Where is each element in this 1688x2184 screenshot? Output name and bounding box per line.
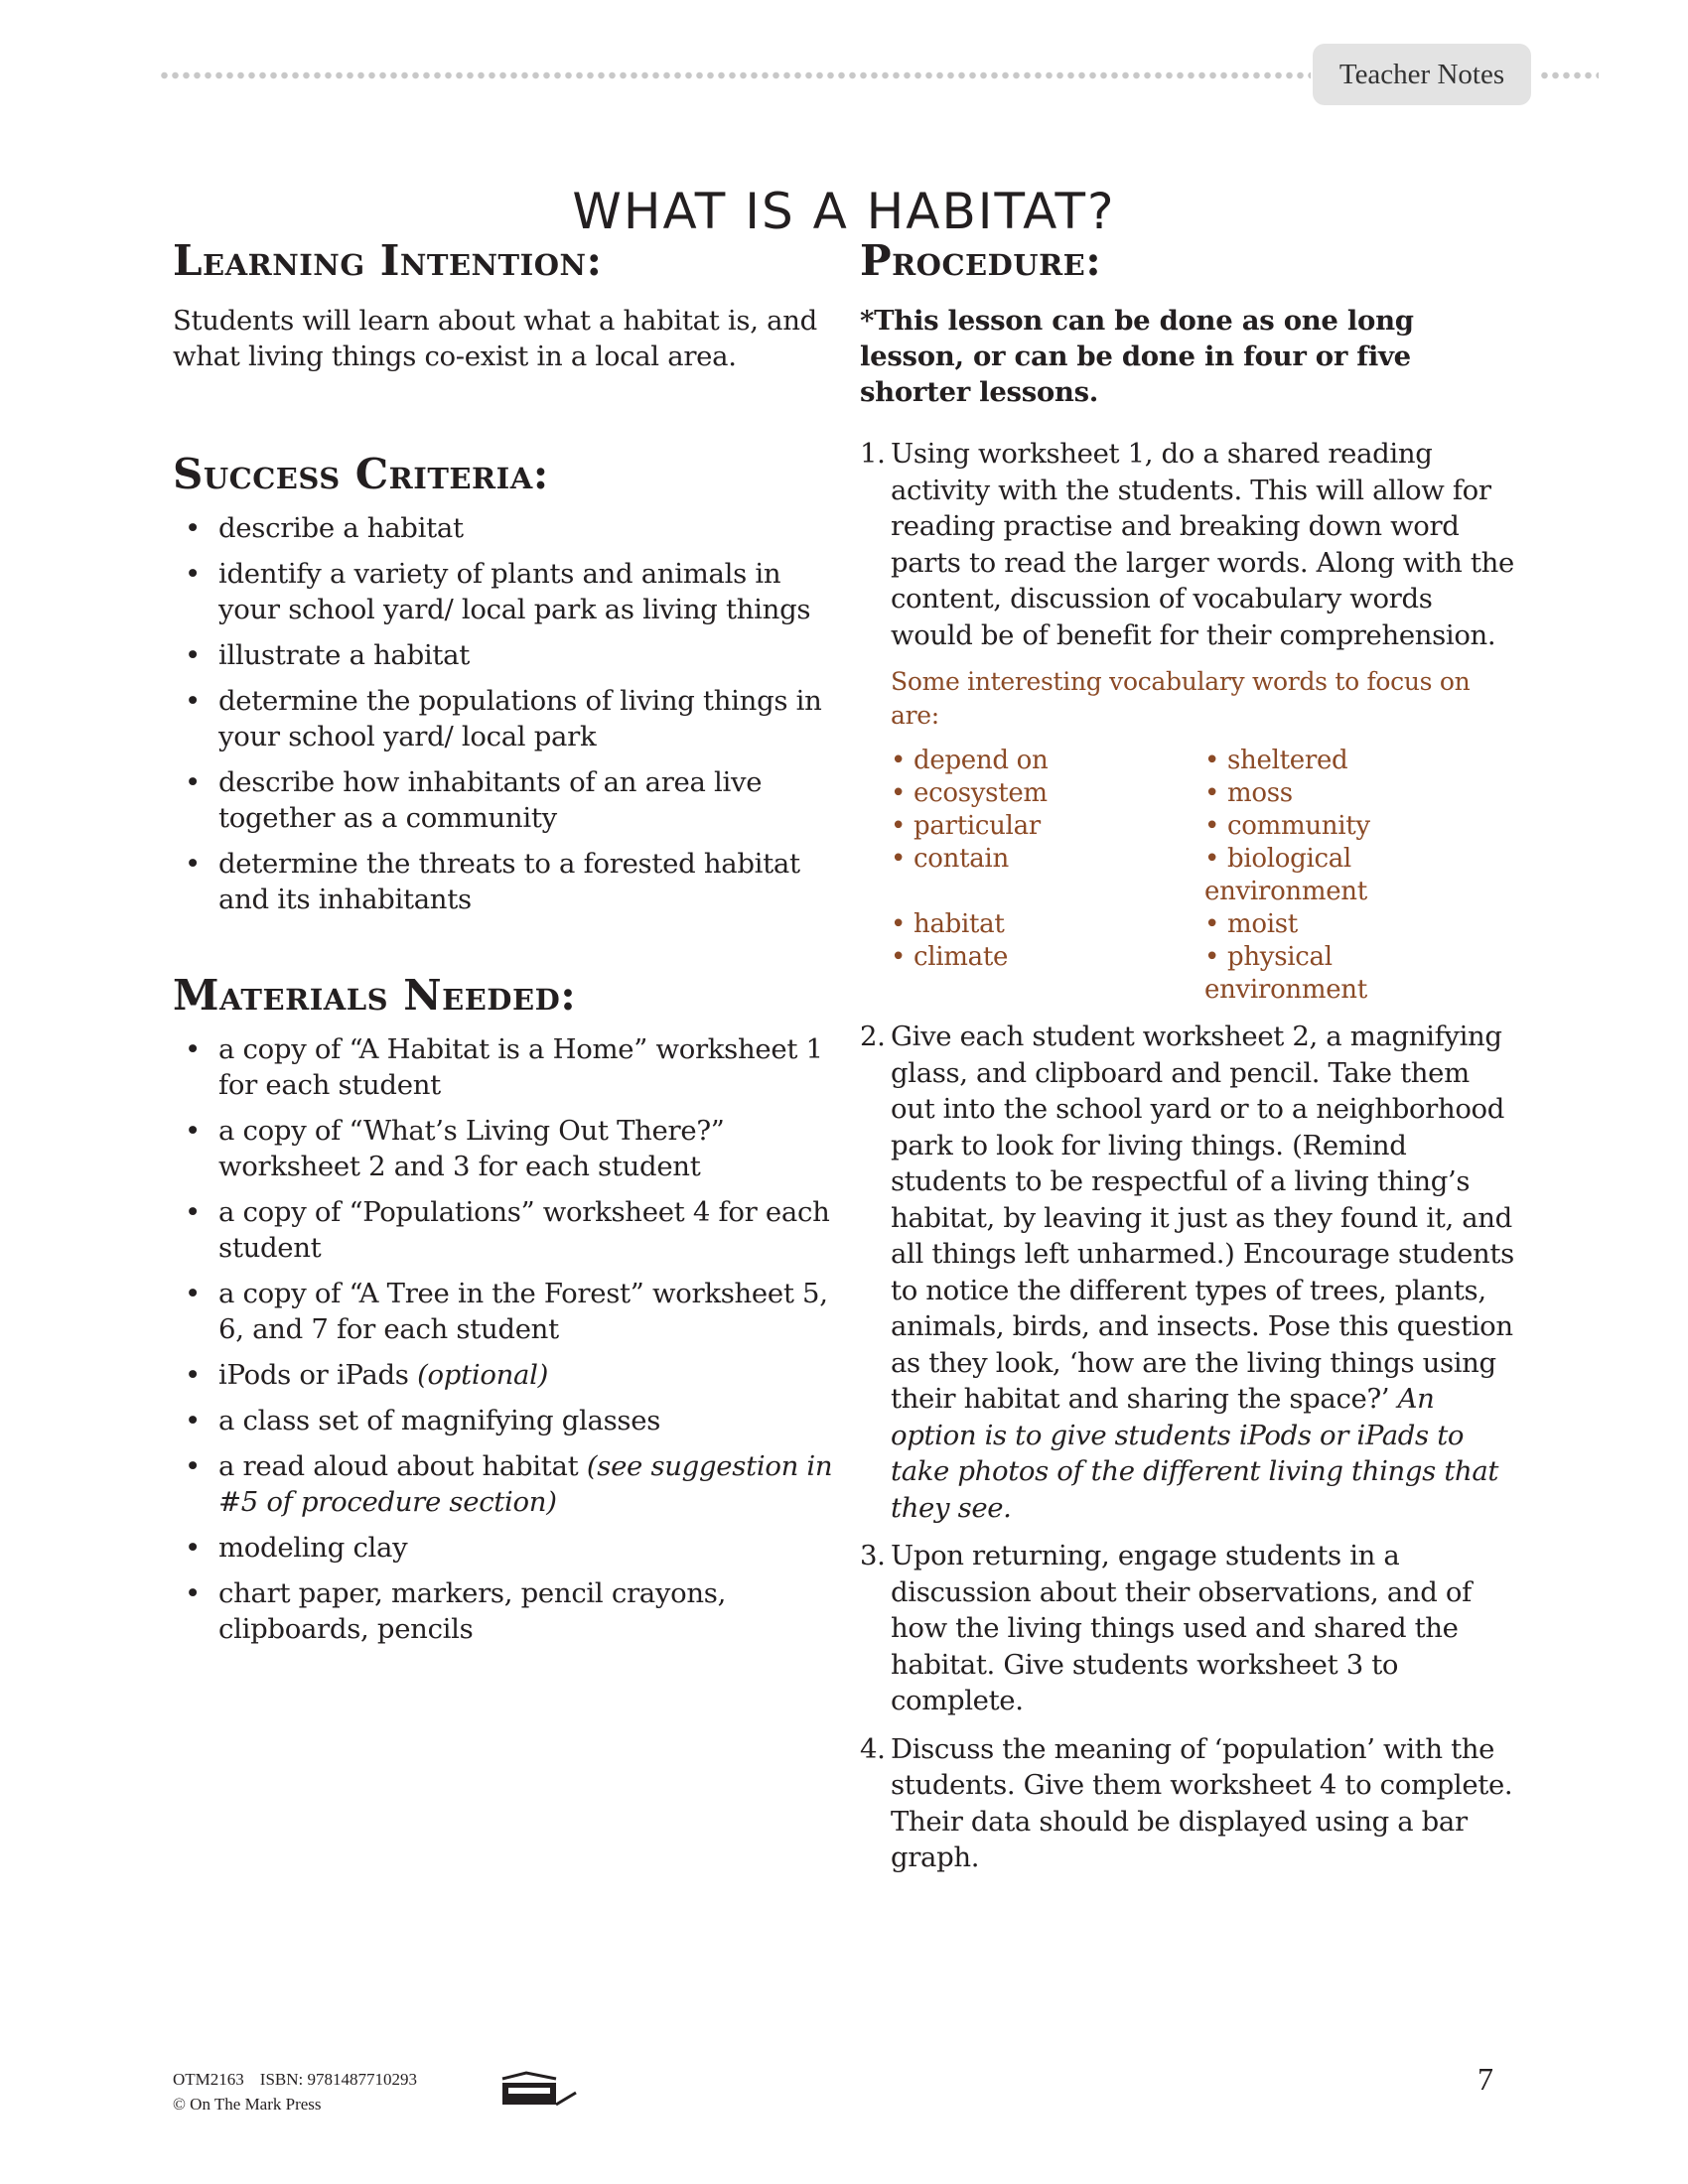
list-item: • a read aloud about habitat (see suggestion in #5 of procedure section) (185, 1450, 833, 1518)
vocab-item: • sheltered (1204, 746, 1348, 775)
procedure-step-1: 1. Using worksheet 1, do a shared reading activity with the students. This will allow for reading practise and breaking down word parts to read the larger words. Along with the content, discussion of vocabulary words would be of benefit for their comprehension. Some interesting vocabulary words to focus on are: • depend on • sheltered • ecosystem • moss • particular • community • contain • biological environment • habitat • moist • climate • physical environment (860, 438, 1514, 1005)
list-item: • a class set of magnifying glasses (185, 1405, 661, 1436)
header-dotted-rule-right (1539, 71, 1599, 79)
list-item: • a copy of “What’s Living Out There?” worksheet 2 and 3 for each student (185, 1115, 725, 1182)
vocab-item: • particular (891, 811, 1041, 841)
vocab-item: • community (1204, 811, 1370, 841)
vocab-item: • depend on (891, 746, 1049, 775)
page-number: 7 (1477, 2061, 1493, 2097)
list-item: • a copy of “Populations” worksheet 4 for each student (185, 1196, 830, 1264)
copyright: © On The Mark Press (173, 2095, 322, 2114)
learning-intention-heading: Learning Intention: (173, 236, 603, 285)
right-column (860, 236, 1515, 1888)
procedure-heading: Procedure: (860, 236, 1102, 285)
vocab-item: • moist (1204, 909, 1298, 939)
product-code: OTM2163 (173, 2070, 244, 2089)
list-item: • determine the populations of living things in your school yard/ local park (185, 685, 822, 752)
materials-list (173, 1031, 838, 1647)
footer-info (173, 2067, 417, 2116)
procedure-steps (860, 436, 1515, 1876)
page-title: WHAT IS A HABITAT? (572, 182, 1116, 240)
vocab-list (891, 745, 1515, 1007)
procedure-step-2: 2. Give each student worksheet 2, a magnifying glass, and clipboard and pencil. Take them out into the school yard or to a neighborhood park to look for living things. (Remind students to be respectful of a living thing’s habitat, by leaving it just as they found it, and all things left unharmed.) Encourage students to notice the different types of trees, plants, animals, birds, and insects. Pose this question as they look, ‘how are the living things using their habitat and sharing the space?’ An option is to give students iPods or iPads to take photos of the different living things that they see. (860, 1021, 1514, 1524)
vocab-item: • climate (891, 942, 1009, 972)
vocab-item: • physical environment (1204, 942, 1367, 1005)
procedure-step-4: 4. Discuss the meaning of ‘population’ with the students. Give them worksheet 4 to complete. Their data should be displayed using a bar graph. (860, 1732, 1513, 1873)
list-item: • iPods or iPads (optional) (185, 1359, 549, 1391)
isbn: ISBN: 9781487710293 (259, 2070, 417, 2089)
publisher-logo-icon (498, 2069, 578, 2111)
list-item: • modeling clay (185, 1532, 408, 1564)
vocab-intro: Some interesting vocabulary words to focus on are: (891, 667, 1471, 730)
success-criteria-heading: Success Criteria: (173, 450, 549, 498)
teacher-notes-label: Teacher Notes (1338, 58, 1505, 90)
learning-intention-text: Students will learn about what a habitat is, and what living things co-exist in a local area. (173, 305, 817, 372)
procedure-note: *This lesson can be done as one long lesson, or can be done in four or five shorter lessons. (860, 305, 1414, 408)
list-item: • a copy of “A Habitat is a Home” worksheet 1 for each student (185, 1033, 823, 1101)
list-item: • describe a habitat (185, 512, 464, 544)
vocab-item: • moss (1204, 778, 1293, 808)
list-item: • describe how inhabitants of an area live together as a community (185, 766, 763, 834)
vocab-item: • ecosystem (891, 778, 1048, 808)
header-dotted-rule-left (159, 71, 1311, 79)
vocab-item: • biological environment (1204, 844, 1367, 906)
list-item: • determine the threats to a forested habitat and its inhabitants (185, 848, 800, 915)
list-item: • chart paper, markers, pencil crayons, clipboards, pencils (185, 1577, 727, 1645)
materials-heading: Materials Needed: (173, 971, 577, 1020)
list-item: • illustrate a habitat (185, 639, 471, 671)
procedure-step-3: 3. Upon returning, engage students in a discussion about their observations, and of how the living things used and shared the habitat. Give students worksheet 3 to complete. (860, 1540, 1472, 1716)
list-item: • a copy of “A Tree in the Forest” worksheet 5, 6, and 7 for each student (185, 1278, 828, 1345)
list-item: • identify a variety of plants and animals in your school yard/ local park as living things (185, 558, 811, 625)
teacher-notes-tab (1313, 44, 1531, 105)
success-criteria-list (173, 510, 838, 917)
left-column (173, 236, 838, 1657)
vocab-item: • habitat (891, 909, 1005, 939)
vocab-item: • contain (891, 844, 1009, 874)
